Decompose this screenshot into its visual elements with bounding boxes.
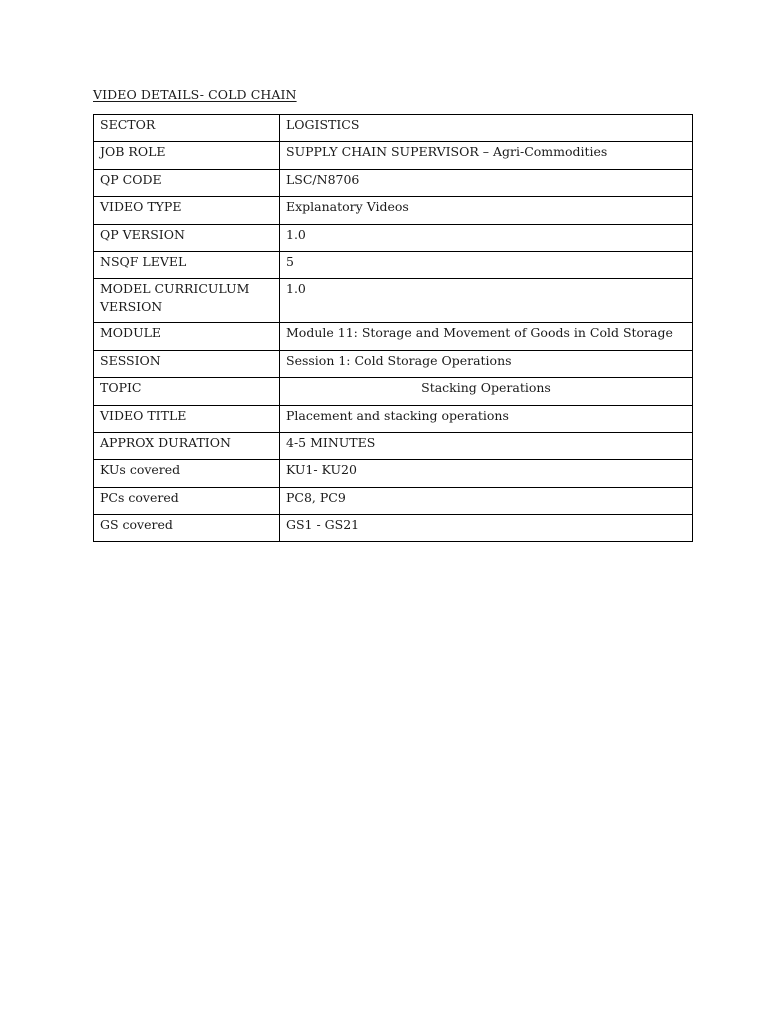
row-value: 1.0	[280, 279, 693, 323]
row-value: KU1- KU20	[280, 460, 693, 487]
row-label: VIDEO TYPE	[94, 197, 280, 224]
row-value: Module 11: Storage and Movement of Goods in Cold Storage	[280, 323, 693, 350]
row-label: NSQF LEVEL	[94, 251, 280, 278]
row-value: Explanatory Videos	[280, 197, 693, 224]
table-row	[94, 142, 693, 169]
row-label: JOB ROLE	[94, 142, 280, 169]
table-row	[94, 279, 693, 323]
row-label: APPROX DURATION	[94, 432, 280, 459]
row-value: 4-5 MINUTES	[280, 432, 693, 459]
table-row	[94, 251, 693, 278]
document-title: VIDEO DETAILS- COLD CHAIN	[93, 87, 297, 102]
row-label: TOPIC	[94, 378, 280, 405]
row-value: SUPPLY CHAIN SUPERVISOR – Agri-Commodities	[280, 142, 693, 169]
table-row	[94, 350, 693, 377]
table-row	[94, 515, 693, 542]
row-value: GS1 - GS21	[280, 515, 693, 542]
row-value: 5	[280, 251, 693, 278]
table-row	[94, 487, 693, 514]
video-details-table	[93, 114, 693, 542]
row-value: LSC/N8706	[280, 169, 693, 196]
row-label: SESSION	[94, 350, 280, 377]
row-value: Placement and stacking operations	[280, 405, 693, 432]
table-row	[94, 224, 693, 251]
row-label: SECTOR	[94, 115, 280, 142]
row-label: QP VERSION	[94, 224, 280, 251]
row-label: PCs covered	[94, 487, 280, 514]
table-row	[94, 378, 693, 405]
table-row	[94, 432, 693, 459]
row-value: LOGISTICS	[280, 115, 693, 142]
row-label: GS covered	[94, 515, 280, 542]
table-row	[94, 169, 693, 196]
row-value: Stacking Operations	[280, 378, 693, 405]
table-row	[94, 460, 693, 487]
row-label: QP CODE	[94, 169, 280, 196]
table-row	[94, 405, 693, 432]
row-value: Session 1: Cold Storage Operations	[280, 350, 693, 377]
row-value: PC8, PC9	[280, 487, 693, 514]
table-row	[94, 323, 693, 350]
row-label: MODEL CURRICULUM VERSION	[94, 279, 280, 323]
row-label: KUs covered	[94, 460, 280, 487]
table-row	[94, 115, 693, 142]
row-label: VIDEO TITLE	[94, 405, 280, 432]
row-value: 1.0	[280, 224, 693, 251]
row-label: MODULE	[94, 323, 280, 350]
table-row	[94, 197, 693, 224]
